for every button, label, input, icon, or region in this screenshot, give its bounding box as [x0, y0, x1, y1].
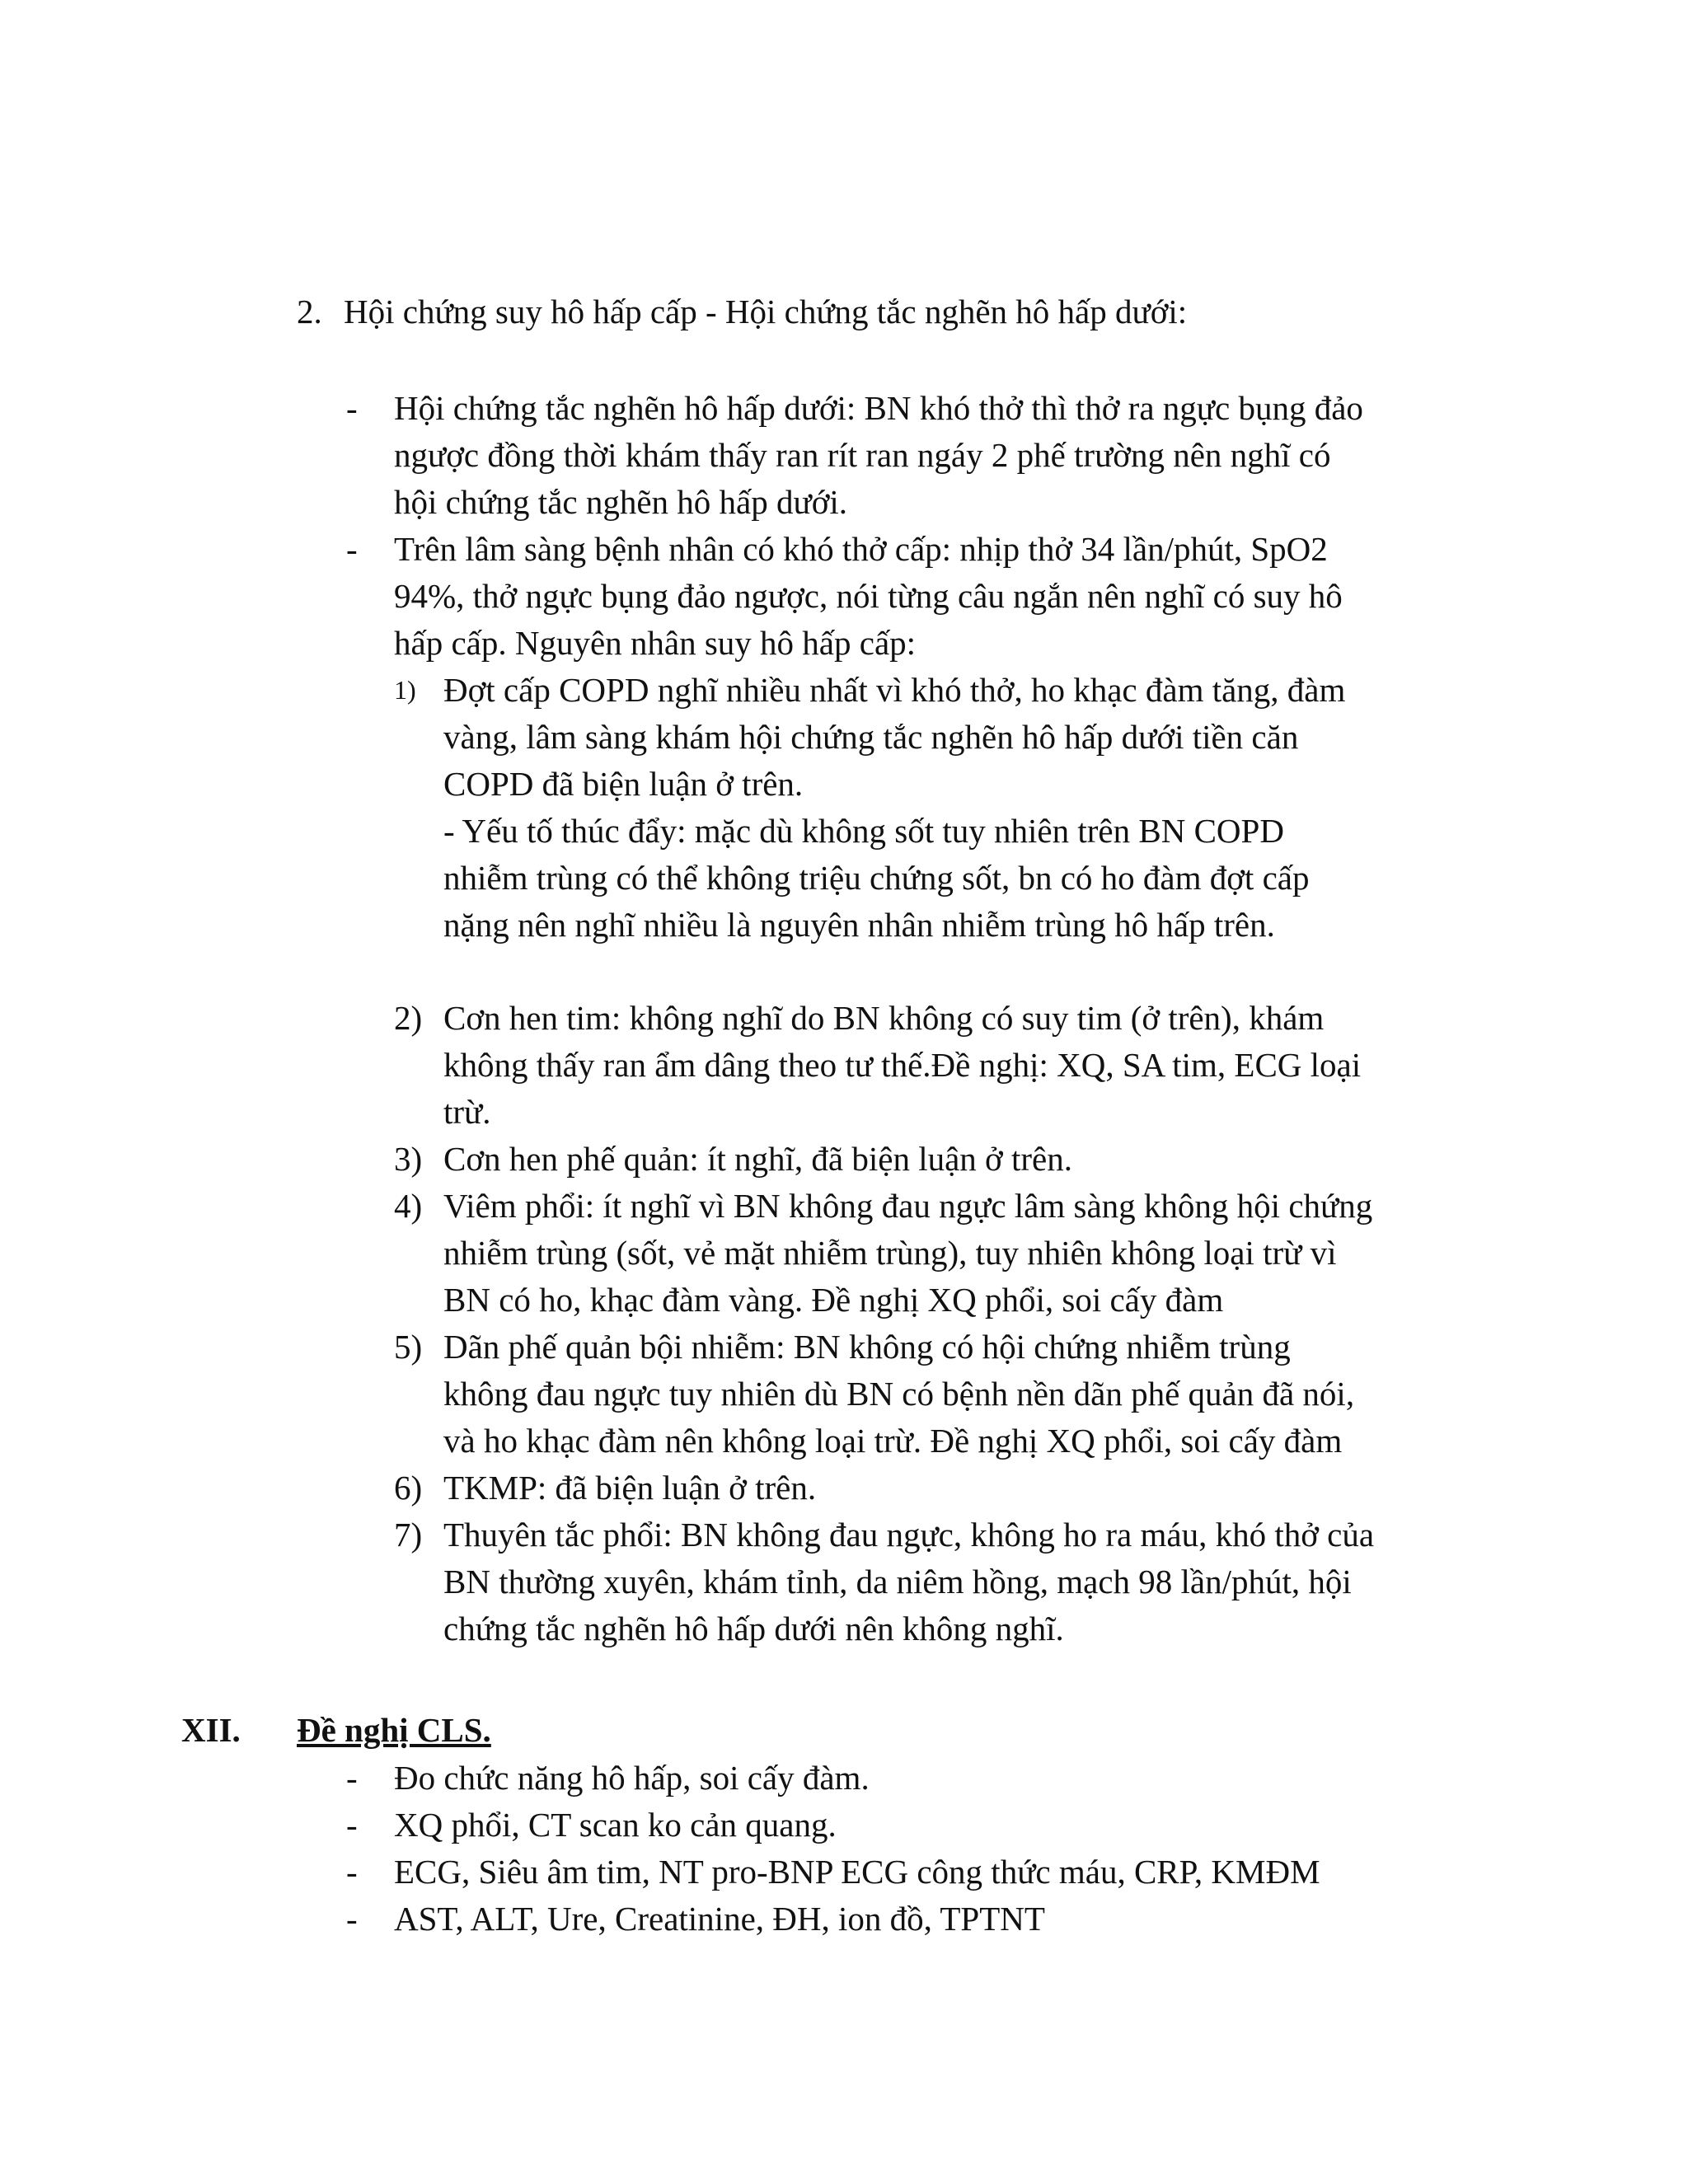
section-12-roman: XII.: [181, 1711, 241, 1749]
cause-number: 3): [394, 1140, 423, 1178]
text-line: BN có ho, khạc đàm vàng. Đề nghị XQ phổi, soi cấy đàm: [443, 1281, 1224, 1319]
text-line: hội chứng tắc nghẽn hô hấp dưới.: [394, 483, 848, 521]
cause-number: 2): [394, 999, 423, 1037]
section-12-title: Đề nghị CLS.: [297, 1711, 491, 1749]
text-line: không thấy ran ẩm dâng theo tư thế.Đề nghị: XQ, SA tim, ECG loại: [443, 1046, 1362, 1084]
text-line: COPD đã biện luận ở trên.: [443, 765, 804, 803]
cause-number: 5): [394, 1328, 423, 1366]
list-item: [346, 1755, 1517, 1802]
bullet-dash: -: [346, 1806, 358, 1844]
text-line: không đau ngực tuy nhiên dù BN có bệnh nền dãn phế quản đã nói,: [443, 1375, 1355, 1413]
cause-item-7: [394, 1511, 1548, 1652]
bullet-dash: -: [346, 1853, 358, 1891]
text-line: Hội chứng tắc nghẽn hô hấp dưới: BN khó thở thì thở ra ngực bụng đảo: [394, 389, 1363, 427]
cause-number: 4): [394, 1187, 423, 1225]
cause-item-4: [394, 1183, 1548, 1324]
text-line: - Yếu tố thúc đẩy: mặc dù không sốt tuy nhiên trên BN COPD: [443, 812, 1284, 850]
bullet-dash: -: [346, 1900, 358, 1938]
section-2-number: 2.: [297, 293, 322, 330]
text-line: Dãn phế quản bội nhiễm: BN không có hội chứng nhiễm trùng: [443, 1328, 1291, 1366]
cause-number: 7): [394, 1516, 423, 1554]
text-line: nặng nên nghĩ nhiều là nguyên nhân nhiễm trùng hô hấp trên.: [443, 906, 1275, 944]
section-2-title: Hội chứng suy hô hấp cấp - Hội chứng tắc nghẽn hô hấp dưới:: [344, 293, 1188, 330]
cause-item-5: [394, 1324, 1548, 1465]
list-item: [346, 1896, 1517, 1943]
cause-text: [443, 1511, 1548, 1652]
bullet-text: [394, 526, 1517, 667]
list-item-text: Đo chức năng hô hấp, soi cấy đàm.: [394, 1759, 870, 1797]
bullet-item: [346, 385, 1517, 526]
list-item-text: ECG, Siêu âm tim, NT pro-BNP ECG công thức máu, CRP, KMĐM: [394, 1853, 1320, 1891]
text-line: vàng, lâm sàng khám hội chứng tắc nghẽn hô hấp dưới tiền căn: [443, 718, 1299, 756]
cause-number: 1): [394, 675, 416, 705]
text-line: nhiễm trùng có thể không triệu chứng sốt, bn có ho đàm đợt cấp: [443, 859, 1310, 897]
text-line: hấp cấp. Nguyên nhân suy hô hấp cấp:: [394, 624, 917, 662]
text-line: và ho khạc đàm nên không loại trừ. Đề nghị XQ phổi, soi cấy đàm: [443, 1422, 1343, 1460]
section-2-heading: [297, 288, 1188, 335]
list-item-text: AST, ALT, Ure, Creatinine, ĐH, ion đồ, TPTNT: [394, 1900, 1045, 1938]
text-line: Cơn hen phế quản: ít nghĩ, đã biện luận ở trên.: [443, 1140, 1072, 1178]
text-line: TKMP: đã biện luận ở trên.: [443, 1469, 817, 1507]
cause-text: [443, 667, 1548, 949]
cause-text: [443, 1324, 1548, 1465]
text-line: nhiễm trùng (sốt, vẻ mặt nhiễm trùng), tuy nhiên không loại trừ vì: [443, 1234, 1337, 1272]
bullet-item: [346, 526, 1517, 667]
text-line: chứng tắc nghẽn hô hấp dưới nên không nghĩ.: [443, 1610, 1064, 1647]
cause-item-6: [394, 1465, 1548, 1511]
cause-text: [443, 1465, 1548, 1511]
text-line: Thuyên tắc phổi: BN không đau ngực, không ho ra máu, khó thở của: [443, 1516, 1375, 1554]
section-12-heading: [181, 1707, 1500, 1754]
text-line: ngược đồng thời khám thấy ran rít ran ngáy 2 phế trường nên nghĩ có: [394, 436, 1331, 474]
bullet-dash: -: [346, 389, 358, 427]
bullet-dash: -: [346, 1759, 358, 1797]
list-item: [346, 1802, 1517, 1849]
cause-item-3: [394, 1136, 1548, 1183]
text-line: Trên lâm sàng bệnh nhân có khó thở cấp: nhịp thở 34 lần/phút, SpO2: [394, 530, 1328, 568]
cause-text: [443, 995, 1548, 1136]
text-line: BN thường xuyên, khám tỉnh, da niêm hồng, mạch 98 lần/phút, hội: [443, 1563, 1352, 1601]
cause-number: 6): [394, 1469, 423, 1507]
list-item-text: XQ phổi, CT scan ko cản quang.: [394, 1806, 837, 1844]
bullet-text: [394, 385, 1517, 526]
cause-item-2: [394, 995, 1548, 1136]
text-line: Đợt cấp COPD nghĩ nhiều nhất vì khó thở, ho khạc đàm tăng, đàm: [443, 671, 1346, 709]
bullet-dash: -: [346, 530, 358, 568]
text-line: 94%, thở ngực bụng đảo ngược, nói từng câu ngắn nên nghĩ có suy hô: [394, 577, 1343, 615]
cause-text: [443, 1183, 1548, 1324]
text-line: Cơn hen tim: không nghĩ do BN không có suy tim (ở trên), khám: [443, 999, 1325, 1037]
cause-item-1: [394, 667, 1548, 949]
cause-text: [443, 1136, 1548, 1183]
text-line: trừ.: [443, 1093, 491, 1131]
text-line: Viêm phổi: ít nghĩ vì BN không đau ngực lâm sàng không hội chứng: [443, 1187, 1373, 1225]
section-12-list: [346, 1755, 1517, 1943]
list-item: [346, 1849, 1517, 1896]
